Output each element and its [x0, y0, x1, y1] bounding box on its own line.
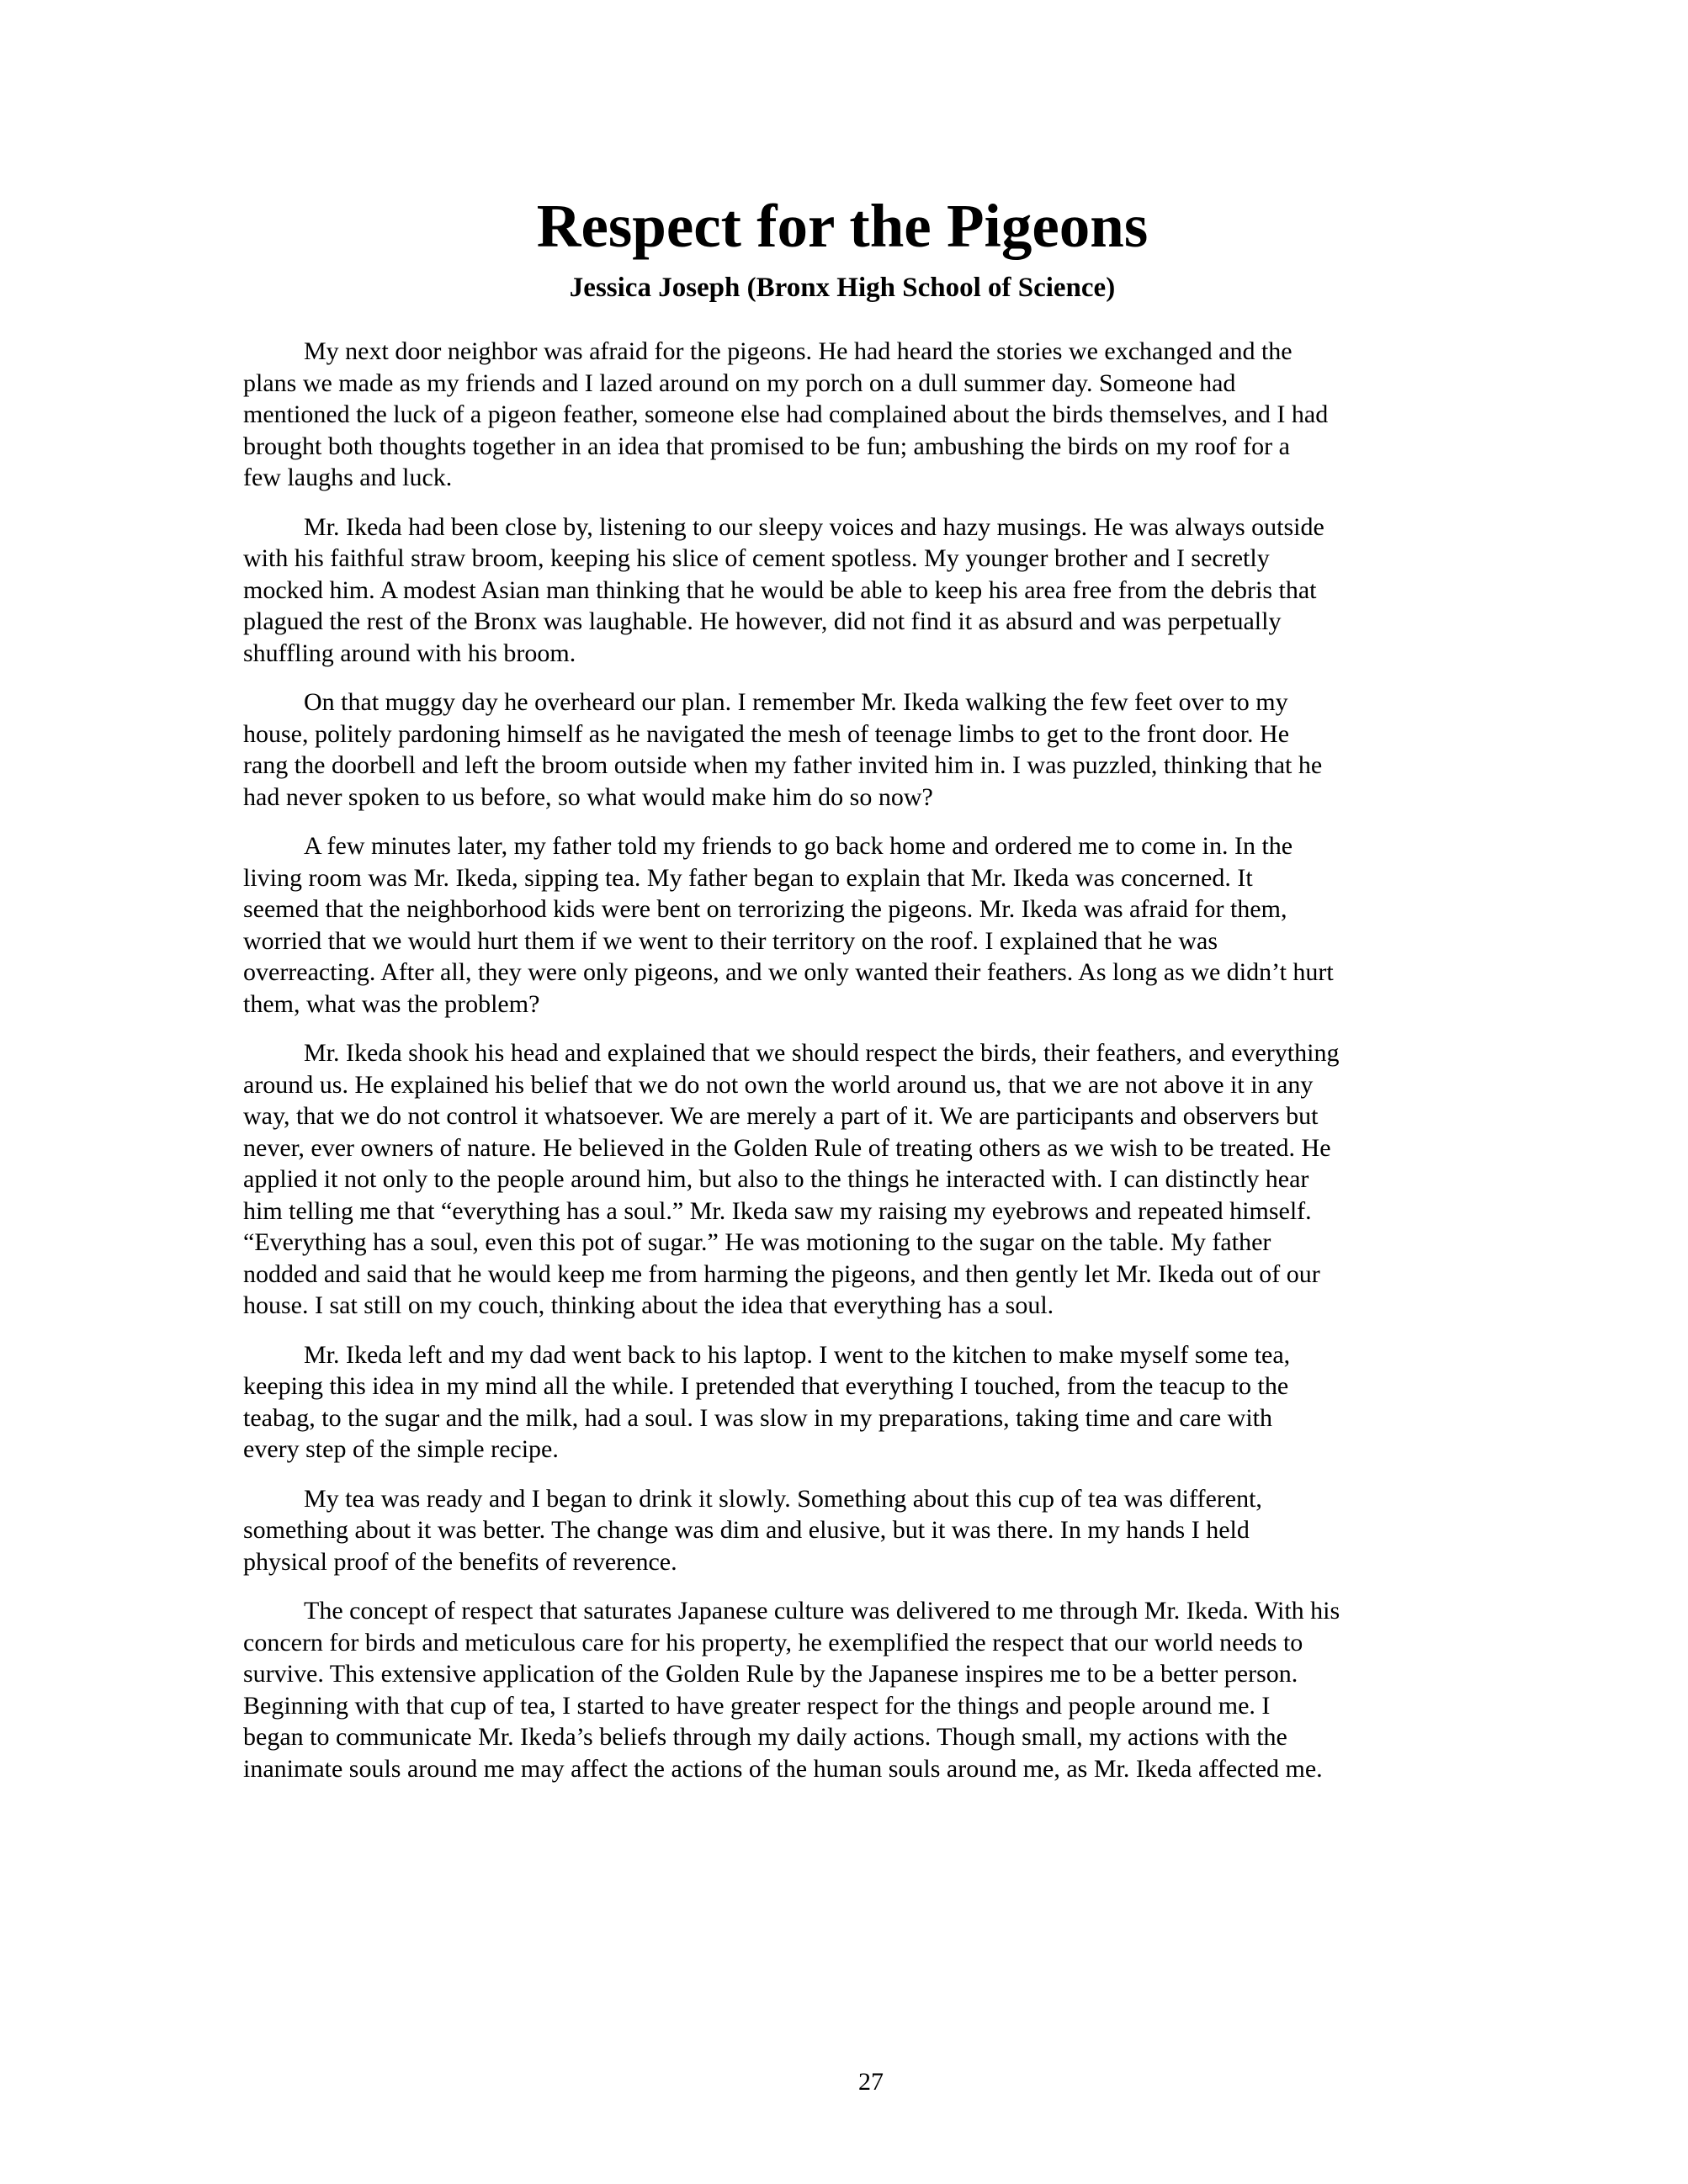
essay-line: teabag, to the sugar and the milk, had a soul. I was slow in my preparations, taking time and care with [243, 1403, 1273, 1432]
essay-line: overreacting. After all, they were only pigeons, and we only wanted their feathers. As long as we didn’t hurt [243, 958, 1334, 986]
essay-line: had never spoken to us before, so what would make him do so now? [243, 782, 933, 811]
essay-title: Respect for the Pigeons [536, 192, 1149, 260]
essay-line: Mr. Ikeda left and my dad went back to his laptop. I went to the kitchen to make myself some tea, [304, 1340, 1291, 1369]
essay-line: applied it not only to the people around him, but also to the things he interacted with. I can distinctly hear [243, 1165, 1309, 1193]
essay-line: living room was Mr. Ikeda, sipping tea. My father began to explain that Mr. Ikeda was concerned. It [243, 863, 1253, 892]
essay-content [243, 0, 1441, 1802]
essay-line: him telling me that “everything has a soul.” Mr. Ikeda saw my raising my eyebrows and repeated himself. [243, 1196, 1312, 1225]
essay-line: seemed that the neighborhood kids were bent on terrorizing the pigeons. Mr. Ikeda was afraid for them, [243, 895, 1287, 923]
essay-line: On that muggy day he overheard our plan. I remember Mr. Ikeda walking the few feet over to my [304, 688, 1288, 716]
essay-line: brought both thoughts together in an idea that promised to be fun; ambushing the birds on my roof for a [243, 432, 1290, 460]
essay-line: concern for birds and meticulous care for his property, he exemplified the respect that our world needs to [243, 1628, 1303, 1657]
essay-line: Mr. Ikeda had been close by, listening to our sleepy voices and hazy musings. He was always outside [304, 512, 1324, 541]
essay-line: Beginning with that cup of tea, I started to have greater respect for the things and people around me. I [243, 1691, 1271, 1720]
essay-line: mocked him. A modest Asian man thinking that he would be able to keep his area free from the debris that [243, 575, 1317, 604]
essay-line: with his faithful straw broom, keeping his slice of cement spotless. My younger brother and I secretly [243, 544, 1270, 572]
essay-line: shuffling around with his broom. [243, 639, 576, 667]
essay-paragraph [243, 512, 1441, 670]
essay-paragraph [243, 686, 1441, 813]
essay-paragraph [243, 1595, 1441, 1784]
essay-line: survive. This extensive application of the Golden Rule by the Japanese inspires me to be a better person. [243, 1660, 1298, 1688]
essay-line: house, politely pardoning himself as he navigated the mesh of teenage limbs to get to the front door. He [243, 719, 1290, 748]
essay-line: house. I sat still on my couch, thinking about the idea that everything has a soul. [243, 1291, 1054, 1319]
essay-line: “Everything has a soul, even this pot of sugar.” He was motioning to the sugar on the table. My father [243, 1228, 1271, 1256]
essay-line: around us. He explained his belief that we do not own the world around us, that we are not above it in any [243, 1070, 1314, 1099]
essay-line: few laughs and luck. [243, 464, 453, 491]
essay-body [243, 336, 1441, 1784]
essay-byline: Jessica Joseph (Bronx High School of Science) [569, 273, 1116, 303]
essay-line: A few minutes later, my father told my friends to go back home and ordered me to come in. In the [304, 832, 1293, 860]
essay-line: My tea was ready and I began to drink it slowly. Something about this cup of tea was different, [304, 1484, 1262, 1513]
essay-paragraph [243, 1339, 1441, 1466]
essay-line: Mr. Ikeda shook his head and explained that we should respect the birds, their feathers, and everything [304, 1039, 1340, 1067]
essay-line: something about it was better. The change was dim and elusive, but it was there. In my hands I held [243, 1516, 1250, 1544]
essay-line: every step of the simple recipe. [243, 1435, 559, 1463]
essay-line: worried that we would hurt them if we went to their territory on the roof. I explained that he was [243, 926, 1218, 955]
essay-line: them, what was the problem? [243, 989, 540, 1018]
essay-paragraph [243, 830, 1441, 1020]
essay-line: The concept of respect that saturates Japanese culture was delivered to me through Mr. Ikeda. With his [304, 1597, 1340, 1625]
page-number: 27 [858, 2068, 884, 2096]
essay-line: physical proof of the benefits of reverence. [243, 1547, 677, 1576]
essay-line: never, ever owners of nature. He believed in the Golden Rule of treating others as we wish to be treated. He [243, 1133, 1331, 1162]
essay-line: My next door neighbor was afraid for the pigeons. He had heard the stories we exchanged and the [304, 337, 1293, 365]
essay-line: plagued the rest of the Bronx was laughable. He however, did not find it as absurd and was perpetually [243, 607, 1282, 635]
essay-line: nodded and said that he would keep me from harming the pigeons, and then gently let Mr. Ikeda out of our [243, 1259, 1320, 1288]
essay-line: plans we made as my friends and I lazed around on my porch on a dull summer day. Someone had [243, 368, 1236, 397]
essay-line: began to communicate Mr. Ikeda’s beliefs through my daily actions. Though small, my actions with the [243, 1723, 1287, 1751]
essay-line: keeping this idea in my mind all the while. I pretended that everything I touched, from the teacup to the [243, 1372, 1289, 1400]
essay-paragraph [243, 1037, 1441, 1322]
essay-paragraph [243, 1483, 1441, 1578]
essay-line: mentioned the luck of a pigeon feather, someone else had complained about the birds themselves, and I had [243, 400, 1329, 428]
essay-line: way, that we do not control it whatsoever. We are merely a part of it. We are participants and observers but [243, 1102, 1319, 1130]
essay-line: inanimate souls around me may affect the actions of the human souls around me, as Mr. Ikeda affected me. [243, 1754, 1323, 1783]
essay-line: rang the doorbell and left the broom outside when my father invited him in. I was puzzled, thinking that he [243, 751, 1323, 779]
essay-paragraph [243, 336, 1441, 494]
